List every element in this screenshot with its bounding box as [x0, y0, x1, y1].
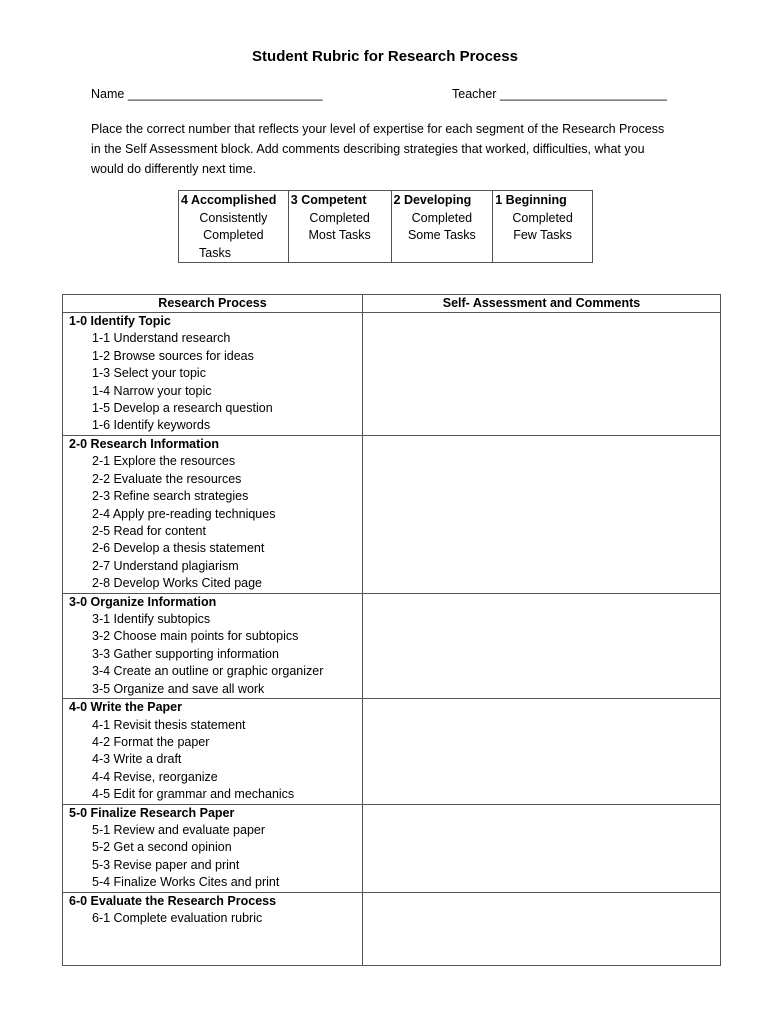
section-organize-information — [63, 593, 363, 698]
scale-heading: 3 Competent — [290, 193, 367, 207]
teacher-field[interactable] — [452, 87, 667, 101]
teacher-blank: ________________________ — [499, 87, 667, 101]
name-blank: ____________________________ — [127, 87, 323, 101]
comment-cell[interactable] — [363, 313, 721, 436]
scale-cell-beginning — [493, 191, 593, 263]
step-item: 2-8 Develop Works Cited page — [92, 576, 262, 591]
comment-cell[interactable] — [363, 892, 721, 965]
step-item: 5-2 Get a second opinion — [92, 840, 232, 855]
table-row — [63, 804, 721, 892]
step-item: 4-3 Write a draft — [92, 752, 182, 767]
step-item: 4-2 Format the paper — [92, 734, 210, 749]
step-item: 5-3 Revise paper and print — [92, 857, 240, 872]
name-field[interactable] — [91, 87, 322, 101]
document-title: Student Rubric for Research Process — [252, 48, 518, 65]
section-heading: 2-0 Research Information — [69, 437, 220, 451]
table-row — [63, 436, 721, 594]
step-item: 4-5 Edit for grammar and mechanics — [92, 787, 295, 802]
instruction-line: would do differently next time. — [91, 162, 257, 176]
scale-desc: Completed — [203, 228, 264, 242]
step-item: 2-6 Develop a thesis statement — [92, 541, 265, 556]
comment-cell[interactable] — [363, 804, 721, 892]
step-item: 3-4 Create an outline or graphic organizer — [92, 664, 324, 679]
section-write-the-paper — [63, 699, 363, 804]
step-item: 1-2 Browse sources for ideas — [92, 348, 254, 363]
comment-cell[interactable] — [363, 699, 721, 804]
teacher-label: Teacher — [452, 87, 497, 101]
section-heading: 1-0 Identify Topic — [69, 314, 171, 328]
step-item: 5-4 Finalize Works Cites and print — [92, 875, 280, 890]
scale-desc: Most Tasks — [308, 228, 371, 242]
step-item: 4-1 Revisit thesis statement — [92, 717, 246, 732]
step-item: 3-2 Choose main points for subtopics — [92, 629, 299, 644]
column-header-research-process: Research Process — [63, 295, 363, 313]
step-item: 1-1 Understand research — [92, 331, 231, 346]
scale-desc: Tasks — [199, 245, 231, 260]
section-research-information — [63, 436, 363, 594]
step-item: 1-4 Narrow your topic — [92, 383, 212, 398]
section-evaluate-research-process — [63, 892, 363, 965]
table-row — [63, 699, 721, 804]
table-header-row — [63, 295, 721, 313]
comment-cell[interactable] — [363, 593, 721, 698]
step-item: 3-3 Gather supporting information — [92, 646, 279, 661]
step-item: 1-3 Select your topic — [92, 366, 206, 381]
section-identify-topic — [63, 313, 363, 436]
comment-cell[interactable] — [363, 436, 721, 594]
section-heading: 3-0 Organize Information — [69, 594, 217, 609]
step-item: 3-1 Identify subtopics — [92, 612, 211, 627]
section-heading: 4-0 Write the Paper — [69, 700, 183, 715]
step-item: 2-1 Explore the resources — [92, 454, 236, 469]
scale-desc: Consistently — [199, 210, 268, 225]
step-item: 5-1 Review and evaluate paper — [92, 822, 266, 837]
scale-cell-competent — [288, 191, 391, 263]
step-item: 2-7 Understand plagiarism — [92, 558, 239, 573]
scale-cell-developing — [391, 191, 493, 263]
scale-desc: Few Tasks — [513, 228, 573, 242]
step-item: 1-6 Identify keywords — [92, 418, 211, 433]
instruction-line: in the Self Assessment block. Add comments describing strategies that worked, difficulties, what you — [91, 142, 645, 156]
rating-scale — [178, 190, 593, 263]
scale-desc: Completed — [411, 210, 473, 225]
section-heading: 6-0 Evaluate the Research Process — [69, 893, 277, 908]
column-header-self-assessment: Self- Assessment and Comments — [363, 295, 721, 313]
section-heading: 5-0 Finalize Research Paper — [69, 805, 235, 820]
scale-cell-accomplished — [179, 191, 289, 263]
step-item: 4-4 Revise, reorganize — [92, 769, 218, 784]
table-row — [63, 313, 721, 436]
step-item: 2-3 Refine search strategies — [92, 489, 249, 504]
instruction-line: Place the correct number that reflects your level of expertise for each segment of the Research Process — [91, 122, 665, 136]
step-item: 2-5 Read for content — [92, 524, 206, 539]
scale-desc: Completed — [512, 210, 573, 225]
step-item: 3-5 Organize and save all work — [92, 681, 265, 696]
scale-desc: Completed — [309, 210, 370, 225]
step-item: 6-1 Complete evaluation rubric — [92, 910, 263, 925]
name-label: Name — [91, 87, 125, 101]
step-item: 1-5 Develop a research question — [92, 401, 273, 416]
table-row — [63, 593, 721, 698]
step-item: 2-4 Apply pre-reading techniques — [92, 506, 276, 521]
scale-desc: Some Tasks — [407, 228, 476, 242]
step-item: 2-2 Evaluate the resources — [92, 471, 242, 486]
table-row — [63, 892, 721, 965]
section-finalize-research-paper — [63, 804, 363, 892]
scale-heading: 4 Accomplished — [181, 193, 277, 207]
scale-heading: 1 Beginning — [495, 193, 567, 207]
scale-heading: 2 Developing — [393, 193, 472, 207]
instructions — [91, 119, 691, 179]
research-rubric-table — [62, 294, 721, 966]
